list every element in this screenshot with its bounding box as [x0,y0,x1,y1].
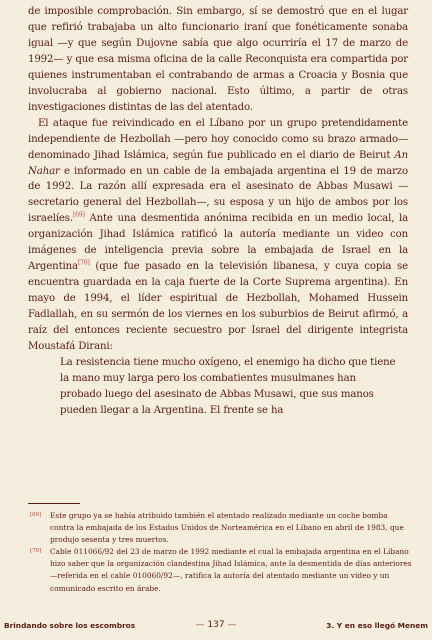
footnote-70 [28,546,414,594]
block-quote: La resistencia tiene mucho oxígeno, el enemigo ha dicho que tiene la mano muy larga pero los combatientes musulmanes han probado luego del asesinato de Abbas Musawi, que sus manos pueden llegar a la Argentina. El frente se ha [60,356,396,416]
footnote-ref-70[interactable]: [70] [77,259,90,267]
footnote-69 [28,510,414,546]
page-number: 137 [207,620,225,630]
footer-dash-left: — [195,620,205,630]
footer-book-title: Brindando sobre los escombros [4,621,136,630]
main-text [28,4,408,419]
footnotes [28,510,414,595]
footnote-text: Cable 011066/92 del 23 de marzo de 1992 mediante el cual la embajada argentina en el Líbano hizo saber que la organización clandestina Jihad Islámica, ante la desmentida de días anteriores —referida en el cable 010060/92—, ratifica la autoría del atentado mediante un video y un comunicado escrito en árabe. [50,547,412,593]
paragraph-1: de imposible comprobación. Sin embargo, sí se demostró que en el lugar que refirió trabajaba un alto funcionario iraní que fonéticamente sonaba igual —y que según Dujovne sabía que algo ocurriría el 17 de marzo de 1992— y que esa misma oficina de la calle Reconquista era compartida por quienes instrumentaban el contrabando de armas a Croacia y Bosnia que involucraba al gobierno nacional. Esto último, a partir de otras investigaciones distintas de las del atentado. [28,6,408,113]
footnote-text: Este grupo ya se había atribuido también el atentado realizado mediante un coche bomba contra la embajada de los Estados Unidos de Norteamérica en el Líbano en abril de 1983, que produjo sesenta y tres muertos. [50,511,404,545]
footnote-divider [28,503,80,504]
newspaper-name: An Nahar [28,149,408,177]
paragraph-2-part-2: e informado en un cable de la embajada argentina el 19 de marzo de 1992. La razón allí expresada era el asesinato de Abbas Musawi —secretario general del Hezbollah—, su esposa y un hijo de ambos por los israelíes. [28,165,408,225]
footnote-number: [69] [30,512,42,518]
footer-dash-right: — [227,620,237,630]
paragraph-2-part-3: Ante una desmentida anónima recibida en un medio local, la organización Jihad Islámica ratificó la autoría mediante un video con imágenes de inteligencia previa sobre la embajada de Israel en la Argentina [28,213,408,273]
paragraph-2-part-4: (que fue pasado en la televisión libanesa, y cuya copia se encuentra guardada en la caja fuerte de la Corte Suprema argentina). En mayo de 1994, el líder espiritual de Hezbollah, Mohamed Hussein Fadlallah, en su sermón de los viernes en los suburbios de Beirut afirmó, a raíz del entonces reciente secuestro por Israel del dirigente integrista Moustafá Dirani: [28,261,408,353]
footnote-ref-69[interactable]: [69] [72,212,85,219]
footer-chapter: 3. Y en eso llegó Menem [326,621,428,630]
footnote-number: [70] [30,548,42,555]
paragraph-2-part-1: El ataque fue reivindicado en el Líbano por un grupo pretendidamente independiente de Hezbollah —pero hoy conocido como su brazo armado— denominado Jihad Islámica, según fue publicado en el diario de Beirut [28,117,408,161]
page-footer [4,621,428,633]
paragraph-2 [28,116,408,355]
